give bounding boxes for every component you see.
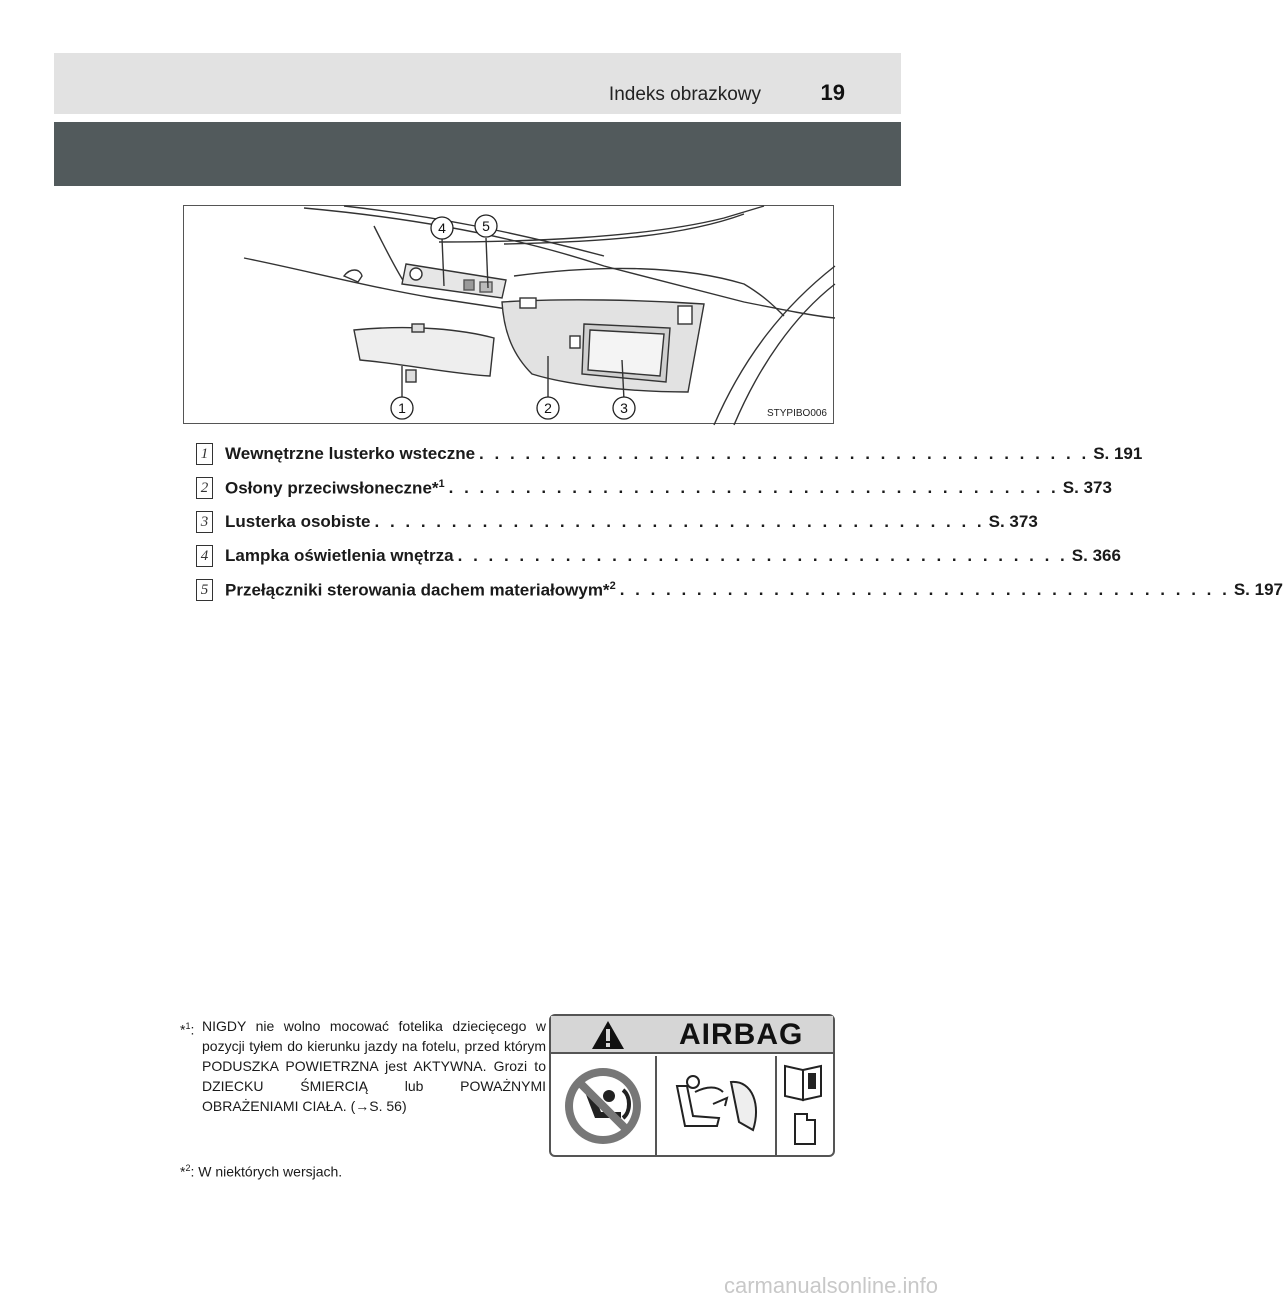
figure-code: STYPIBO006 xyxy=(766,408,827,419)
footnote-mark: *$^1$: xyxy=(180,1021,195,1038)
footnote-text: NIGDY nie wolno mocować fotelika dziecięcego w pozycji tyłem do kierunku jazdy na fotelu, przed którym PODUSZKA POWIETRZNA jest AKTYWNA. Grozi to DZIECKU ŚMIERCIĄ lub POWAŻNYMI OBRAŻENIAMI CIAŁA. (→S. 56) xyxy=(202,1018,546,1114)
page-reference-link[interactable]: S. 191 xyxy=(1093,444,1143,463)
airbag-label-pictograms xyxy=(551,1056,833,1157)
page-header xyxy=(54,53,901,114)
item-number: 5 xyxy=(196,579,213,601)
leader-dots: . . . . . . . . . . . . . . . . . . . . . . . . . . . . . . . . . . . . . . . . xyxy=(479,444,1090,463)
leader-dots: . . . . . . . . . . . . . . . . . . . . . . . . . . . . . . . . . . . . . . . . xyxy=(374,512,985,531)
prohibited-child-seat-icon xyxy=(551,1056,655,1157)
list-item xyxy=(196,573,1283,607)
watermark: carmanualsonline.info xyxy=(723,1273,938,1298)
airbag-word: AIRBAG xyxy=(679,1018,804,1051)
no-child-seat-pictogram xyxy=(551,1056,657,1157)
manual-reference-pictogram xyxy=(777,1056,835,1157)
leader-dots: . . . . . . . . . . . . . . . . . . . . . . . . . . . . . . . . . . . . . . . . xyxy=(457,546,1068,565)
airbag-deploy-pictogram xyxy=(657,1056,777,1157)
airbag-label-header xyxy=(551,1016,833,1054)
item-number: 3 xyxy=(196,511,213,533)
callout-5: 5 xyxy=(482,218,490,234)
leader-dots: . . . . . . . . . . . . . . . . . . . . . . . . . . . . . . . . . . . . . . . . xyxy=(448,478,1059,497)
callout-1: 1 xyxy=(398,400,406,416)
list-item xyxy=(196,505,1038,539)
manual-book-icon xyxy=(777,1056,833,1157)
item-label: Osłony przeciwsłoneczne*$^1$ xyxy=(225,477,445,498)
callout-4: 4 xyxy=(438,220,446,236)
page-reference-link[interactable]: S. 366 xyxy=(1071,546,1121,565)
footnote-ref: 2 xyxy=(609,579,616,592)
item-number: 1 xyxy=(196,443,213,465)
footnote-ref: 1 xyxy=(438,477,445,490)
section-band xyxy=(54,122,901,186)
footnote-text: : W niektórych wersjach. xyxy=(190,1163,343,1180)
warning-triangle-icon xyxy=(591,1020,625,1050)
airbag-deploy-icon xyxy=(657,1056,775,1157)
page-reference-link[interactable]: S. 373 xyxy=(988,512,1038,531)
item-label: Przełączniki sterowania dachem materiałowym*$^2$ xyxy=(225,579,616,600)
item-label: Lampka oświetlenia wnętrza xyxy=(225,546,454,565)
item-number: 2 xyxy=(196,477,213,499)
overhead-console-drawing xyxy=(184,206,835,425)
item-label: Lusterka osobiste xyxy=(225,512,371,531)
picture-index-list xyxy=(196,437,1283,607)
list-item xyxy=(196,471,1112,505)
item-label: Wewnętrzne lusterko wsteczne xyxy=(225,444,476,463)
list-item xyxy=(196,437,1143,471)
page-number: 19 xyxy=(820,80,845,105)
list-item xyxy=(196,539,1121,573)
interior-illustration xyxy=(183,205,834,424)
section-title: Indeks obrazkowy xyxy=(608,84,761,105)
callout-2: 2 xyxy=(544,400,552,416)
footnote-2: *$^2$: W niektórych wersjach. xyxy=(180,1163,343,1180)
callout-3: 3 xyxy=(620,400,628,416)
footnote-1 xyxy=(180,1016,546,1116)
page-reference-link[interactable]: S. 197 xyxy=(1233,580,1283,599)
item-number: 4 xyxy=(196,545,213,567)
page-reference-link[interactable]: S. 373 xyxy=(1062,478,1112,497)
airbag-warning-label xyxy=(549,1014,835,1157)
leader-dots: . . . . . . . . . . . . . . . . . . . . . . . . . . . . . . . . . . . . . . . . xyxy=(619,580,1230,599)
